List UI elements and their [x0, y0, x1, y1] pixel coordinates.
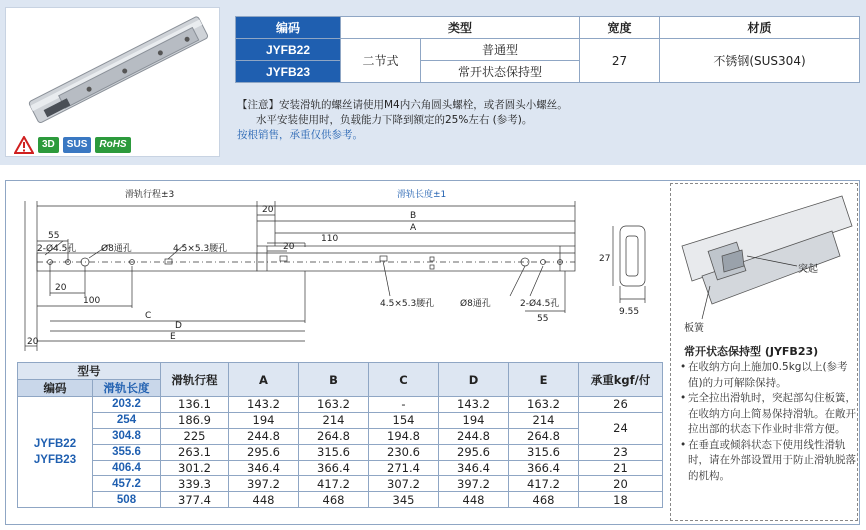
row-c: 271.4	[369, 460, 439, 476]
row-d: 397.2	[439, 476, 509, 492]
spec-header-width: 宽度	[580, 17, 660, 39]
row-travel: 225	[161, 428, 229, 444]
row-e: 264.8	[509, 428, 579, 444]
row-length: 203.2	[93, 397, 161, 413]
row-a: 295.6	[229, 444, 299, 460]
row-length: 254	[93, 412, 161, 428]
row-load: 21	[579, 460, 663, 476]
dim-9-55: 9.55	[619, 307, 640, 317]
dim-20-low: 20	[55, 283, 67, 293]
dims-header-travel: 滑轨行程	[161, 363, 229, 397]
note-line-1: 【注意】安装滑轨的螺丝请使用M4内六角圆头螺栓，或者圆头小螺丝。	[237, 99, 568, 111]
row-a: 143.2	[229, 397, 299, 413]
badge-3d: 3D	[38, 137, 59, 153]
dims-header-e: E	[509, 363, 579, 397]
spec-section: 二节式	[341, 39, 421, 83]
table-row	[18, 412, 663, 428]
hole-8-left: Ø8通孔	[101, 244, 132, 254]
row-a: 194	[229, 412, 299, 428]
spec-header-code: 编码	[236, 17, 341, 39]
spec-type-2: 常开状态保持型	[421, 61, 580, 83]
hole-8-right: Ø8通孔	[460, 299, 491, 309]
note-line-3: 按根销售，承重仅供参考。	[237, 129, 363, 141]
badge-row	[14, 136, 131, 154]
table-row	[18, 397, 663, 413]
detail-illustration	[672, 186, 856, 336]
row-b: 264.8	[299, 428, 369, 444]
model-code-2: JYFB23	[33, 454, 77, 467]
dims-header-b: B	[299, 363, 369, 397]
row-c: 194.8	[369, 428, 439, 444]
spec-material: 不锈钢(SUS304)	[660, 39, 860, 83]
row-length: 355.6	[93, 444, 161, 460]
label-spring: 板簧	[684, 323, 704, 334]
row-e: 417.2	[509, 476, 579, 492]
row-a: 448	[229, 492, 299, 508]
row-load: 20	[579, 476, 663, 492]
notes-block	[237, 98, 568, 143]
dim-e: E	[170, 332, 176, 342]
table-row	[18, 444, 663, 460]
dims-header-model: 型号	[18, 363, 161, 380]
dim-20-top: 20	[262, 205, 274, 215]
dim-100: 100	[83, 296, 101, 306]
row-travel: 136.1	[161, 397, 229, 413]
row-c: 307.2	[369, 476, 439, 492]
badge-sus: SUS	[63, 137, 92, 153]
row-c: -	[369, 397, 439, 413]
technical-drawing	[5, 181, 665, 361]
dim-d: D	[175, 321, 182, 331]
row-a: 397.2	[229, 476, 299, 492]
hole-2-45-right: 2-Ø4.5孔	[520, 299, 560, 309]
row-travel: 301.2	[161, 460, 229, 476]
row-c: 230.6	[369, 444, 439, 460]
row-c: 345	[369, 492, 439, 508]
spec-header-type: 类型	[341, 17, 580, 39]
badge-rohs: RoHS	[95, 137, 130, 153]
dims-header-code: 编码	[18, 380, 93, 397]
spec-header-material: 材质	[660, 17, 860, 39]
dims-header-c: C	[369, 363, 439, 397]
spec-table	[235, 16, 860, 83]
dim-55-left: 55	[48, 231, 60, 241]
dims-header-d: D	[439, 363, 509, 397]
detail-item-1: • 在收纳方向上施加0.5kg以上(参考值)的力可解除保持。	[680, 360, 858, 391]
row-length: 508	[93, 492, 161, 508]
spec-code-2: JYFB23	[236, 61, 341, 83]
table-row	[18, 476, 663, 492]
warning-icon	[14, 136, 34, 154]
row-d: 448	[439, 492, 509, 508]
product-image	[14, 12, 214, 130]
row-c: 154	[369, 412, 439, 428]
row-e: 366.4	[509, 460, 579, 476]
row-length: 457.2	[93, 476, 161, 492]
row-b: 214	[299, 412, 369, 428]
row-travel: 339.3	[161, 476, 229, 492]
dim-55-right: 55	[537, 314, 549, 324]
row-load: 23	[579, 444, 663, 460]
row-d: 346.4	[439, 460, 509, 476]
dim-27: 27	[599, 254, 611, 264]
model-cell	[18, 397, 93, 508]
label-length: 滑轨长度±1	[397, 190, 447, 200]
dim-c: C	[145, 311, 152, 321]
spec-code-1: JYFB22	[236, 39, 341, 61]
slot-left: 4.5×5.3腰孔	[173, 244, 228, 254]
row-travel: 377.4	[161, 492, 229, 508]
table-row	[18, 460, 663, 476]
row-travel: 186.9	[161, 412, 229, 428]
row-b: 315.6	[299, 444, 369, 460]
row-length: 406.4	[93, 460, 161, 476]
hole-2-45-left: 2-Ø4.5孔	[37, 244, 77, 254]
row-e: 163.2	[509, 397, 579, 413]
row-d: 244.8	[439, 428, 509, 444]
row-load: 18	[579, 492, 663, 508]
row-e: 468	[509, 492, 579, 508]
dim-20-mid: 20	[283, 242, 295, 252]
dim-b: B	[410, 211, 417, 221]
model-code-1: JYFB22	[33, 438, 77, 451]
note-line-2: 水平安装使用时，负载能力下降到额定的25%左右 (参考)。	[256, 114, 533, 126]
dims-header-length: 滑轨长度	[93, 380, 161, 397]
row-d: 194	[439, 412, 509, 428]
row-load: 26	[579, 397, 663, 413]
slot-right: 4.5×5.3腰孔	[380, 299, 435, 309]
row-b: 417.2	[299, 476, 369, 492]
row-e: 315.6	[509, 444, 579, 460]
dim-20-bottom: 20	[27, 337, 39, 347]
row-e: 214	[509, 412, 579, 428]
row-d: 295.6	[439, 444, 509, 460]
row-travel: 263.1	[161, 444, 229, 460]
detail-title: 常开状态保持型 (JYFB23)	[684, 345, 819, 358]
row-d: 143.2	[439, 397, 509, 413]
table-row	[18, 492, 663, 508]
detail-item-2: • 完全拉出滑轨时，突起部勾住板簧，在收纳方向上简易保持滑轨。在敞开拉出部的状态下作业时非常方便。	[680, 391, 858, 438]
dimensions-table	[17, 362, 663, 508]
label-catch: 突起	[798, 264, 818, 275]
detail-list	[680, 360, 858, 484]
row-a: 244.8	[229, 428, 299, 444]
spec-type-1: 普通型	[421, 39, 580, 61]
detail-item-3: • 在垂直或倾斜状态下使用线性滑轨时，请在外部设置用于防止滑轨脱落的机构。	[680, 438, 858, 485]
row-a: 346.4	[229, 460, 299, 476]
row-length: 304.8	[93, 428, 161, 444]
row-b: 163.2	[299, 397, 369, 413]
spec-width: 27	[580, 39, 660, 83]
row-load: 24	[579, 412, 663, 444]
row-b: 468	[299, 492, 369, 508]
dim-a: A	[410, 223, 417, 233]
product-card	[5, 7, 220, 157]
table-row	[18, 428, 663, 444]
dim-110: 110	[321, 234, 339, 244]
dims-header-a: A	[229, 363, 299, 397]
dims-header-load: 承重kgf/付	[579, 363, 663, 397]
row-b: 366.4	[299, 460, 369, 476]
label-travel: 滑轨行程±3	[125, 190, 175, 200]
